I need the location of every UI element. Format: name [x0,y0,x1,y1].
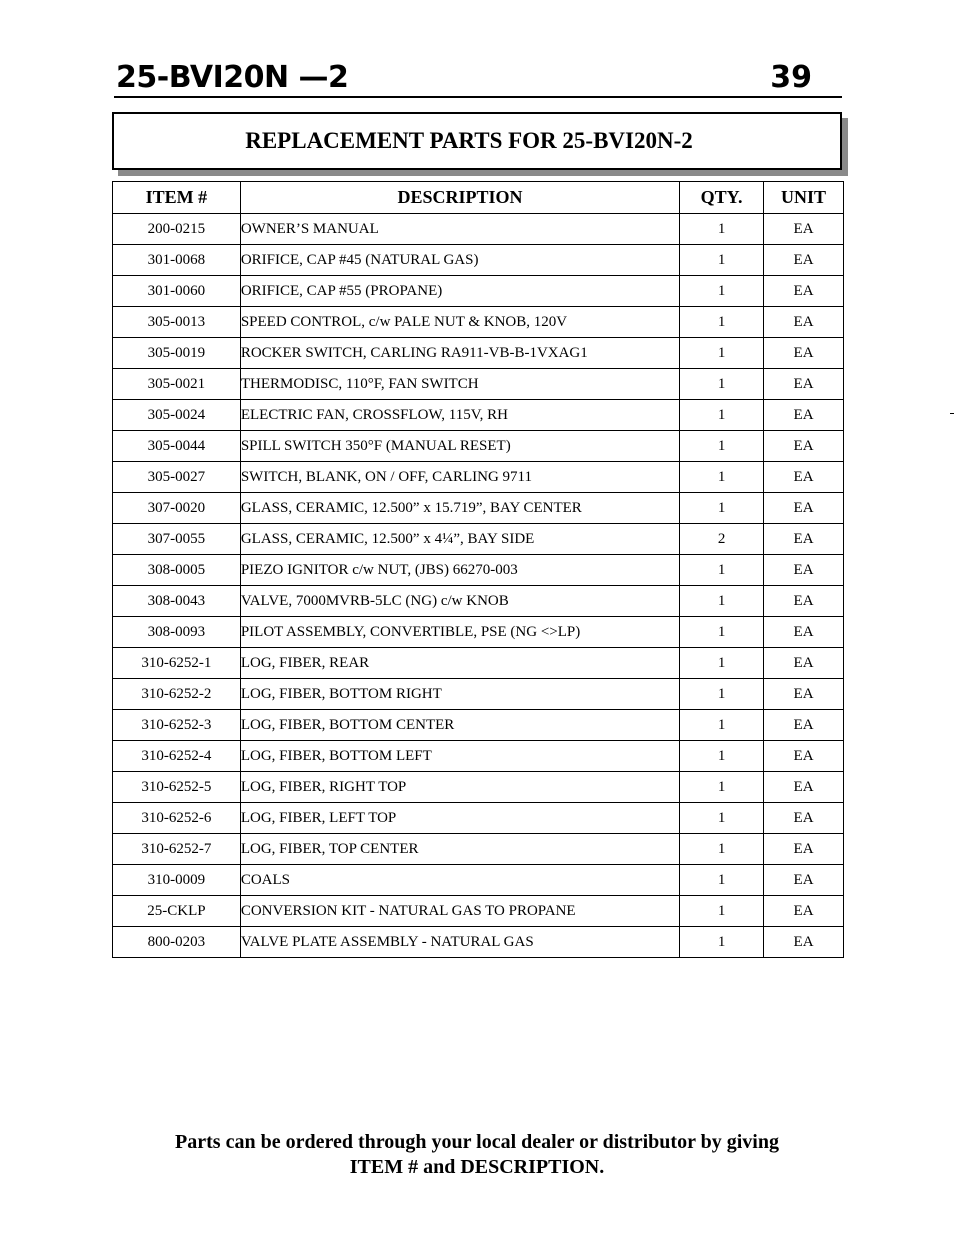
table-row [113,493,844,524]
table-row [113,586,844,617]
cell-qty: 1 [680,865,764,896]
cell-item: 305-0019 [113,338,241,369]
cell-description: LOG, FIBER, BOTTOM RIGHT [240,679,679,710]
cell-qty: 1 [680,896,764,927]
margin-mark [950,413,954,414]
cell-unit: EA [764,617,844,648]
table-row [113,462,844,493]
cell-description: VALVE, 7000MVRB-5LC (NG) c/w KNOB [240,586,679,617]
cell-qty: 1 [680,927,764,958]
cell-qty: 1 [680,307,764,338]
cell-item: 800-0203 [113,927,241,958]
cell-unit: EA [764,214,844,245]
cell-unit: EA [764,431,844,462]
cell-description: LOG, FIBER, LEFT TOP [240,803,679,834]
table-row [113,927,844,958]
table-row [113,400,844,431]
cell-qty: 1 [680,834,764,865]
cell-unit: EA [764,710,844,741]
table-row [113,338,844,369]
cell-qty: 1 [680,617,764,648]
cell-item: 307-0055 [113,524,241,555]
cell-item: 200-0215 [113,214,241,245]
cell-unit: EA [764,524,844,555]
cell-unit: EA [764,555,844,586]
cell-unit: EA [764,648,844,679]
cell-description: THERMODISC, 110°F, FAN SWITCH [240,369,679,400]
cell-unit: EA [764,896,844,927]
table-row [113,710,844,741]
table-header-row [113,182,844,214]
cell-item: 308-0005 [113,555,241,586]
cell-item: 305-0024 [113,400,241,431]
cell-item: 310-6252-6 [113,803,241,834]
column-header-item: ITEM # [113,182,241,214]
cell-item: 305-0044 [113,431,241,462]
cell-qty: 1 [680,555,764,586]
cell-unit: EA [764,400,844,431]
cell-description: GLASS, CERAMIC, 12.500” x 4¼”, BAY SIDE [240,524,679,555]
cell-item: 25-CKLP [113,896,241,927]
title-box [112,112,842,170]
cell-item: 310-0009 [113,865,241,896]
cell-qty: 1 [680,369,764,400]
ordering-note-line-2: ITEM # and DESCRIPTION. [349,1156,605,1178]
cell-description: ORIFICE, CAP #55 (PROPANE) [240,276,679,307]
cell-qty: 1 [680,245,764,276]
cell-qty: 1 [680,214,764,245]
table-row [113,369,844,400]
cell-qty: 1 [680,710,764,741]
cell-description: ORIFICE, CAP #45 (NATURAL GAS) [240,245,679,276]
table-row [113,431,844,462]
cell-unit: EA [764,865,844,896]
cell-qty: 1 [680,431,764,462]
cell-item: 308-0043 [113,586,241,617]
cell-unit: EA [764,493,844,524]
cell-qty: 1 [680,679,764,710]
cell-item: 307-0020 [113,493,241,524]
cell-description: LOG, FIBER, REAR [240,648,679,679]
cell-item: 310-6252-5 [113,772,241,803]
table-row [113,617,844,648]
page-number: 39 [770,60,812,95]
cell-qty: 1 [680,276,764,307]
table-row [113,741,844,772]
parts-table [112,181,844,958]
cell-item: 305-0027 [113,462,241,493]
cell-qty: 1 [680,741,764,772]
cell-qty: 1 [680,648,764,679]
ordering-note-line-1: Parts can be ordered through your local dealer or distributor by giving [175,1131,779,1153]
table-row [113,307,844,338]
cell-description: SPILL SWITCH 350°F (MANUAL RESET) [240,431,679,462]
table-row [113,772,844,803]
cell-item: 310-6252-2 [113,679,241,710]
cell-qty: 1 [680,338,764,369]
cell-qty: 1 [680,803,764,834]
cell-item: 308-0093 [113,617,241,648]
cell-description: VALVE PLATE ASSEMBLY - NATURAL GAS [240,927,679,958]
page-title: REPLACEMENT PARTS FOR 25-BVI20N-2 [245,128,693,153]
cell-description: LOG, FIBER, RIGHT TOP [240,772,679,803]
column-header-description: DESCRIPTION [240,182,679,214]
cell-item: 310-6252-1 [113,648,241,679]
cell-description: PIEZO IGNITOR c/w NUT, (JBS) 66270-003 [240,555,679,586]
cell-unit: EA [764,834,844,865]
cell-item: 301-0060 [113,276,241,307]
cell-description: GLASS, CERAMIC, 12.500” x 15.719”, BAY CENTER [240,493,679,524]
cell-unit: EA [764,927,844,958]
table-row [113,276,844,307]
parts-table-body [113,214,844,958]
table-row [113,214,844,245]
cell-unit: EA [764,307,844,338]
table-row [113,648,844,679]
cell-unit: EA [764,338,844,369]
model-heading: 25-BVI20N —2 [116,60,349,95]
page-header [114,58,842,98]
cell-description: PILOT ASSEMBLY, CONVERTIBLE, PSE (NG <>LP) [240,617,679,648]
cell-item: 310-6252-3 [113,710,241,741]
cell-unit: EA [764,462,844,493]
cell-unit: EA [764,772,844,803]
cell-qty: 1 [680,586,764,617]
cell-item: 310-6252-7 [113,834,241,865]
column-header-qty: QTY. [680,182,764,214]
cell-unit: EA [764,276,844,307]
table-row [113,524,844,555]
cell-qty: 1 [680,400,764,431]
cell-qty: 1 [680,772,764,803]
cell-description: SWITCH, BLANK, ON / OFF, CARLING 9711 [240,462,679,493]
table-row [113,834,844,865]
cell-description: CONVERSION KIT - NATURAL GAS TO PROPANE [240,896,679,927]
cell-unit: EA [764,586,844,617]
table-row [113,245,844,276]
cell-qty: 1 [680,462,764,493]
cell-description: LOG, FIBER, TOP CENTER [240,834,679,865]
cell-unit: EA [764,369,844,400]
cell-description: SPEED CONTROL, c/w PALE NUT & KNOB, 120V [240,307,679,338]
cell-unit: EA [764,245,844,276]
cell-description: LOG, FIBER, BOTTOM CENTER [240,710,679,741]
table-row [113,896,844,927]
cell-description: ROCKER SWITCH, CARLING RA911-VB-B-1VXAG1 [240,338,679,369]
table-row [113,555,844,586]
cell-description: LOG, FIBER, BOTTOM LEFT [240,741,679,772]
column-header-unit: UNIT [764,182,844,214]
cell-item: 305-0013 [113,307,241,338]
table-row [113,679,844,710]
table-row [113,865,844,896]
cell-item: 305-0021 [113,369,241,400]
cell-item: 301-0068 [113,245,241,276]
ordering-note [100,1130,854,1180]
cell-description: ELECTRIC FAN, CROSSFLOW, 115V, RH [240,400,679,431]
cell-unit: EA [764,803,844,834]
cell-unit: EA [764,679,844,710]
cell-qty: 2 [680,524,764,555]
cell-item: 310-6252-4 [113,741,241,772]
cell-unit: EA [764,741,844,772]
cell-qty: 1 [680,493,764,524]
table-row [113,803,844,834]
cell-description: OWNER’S MANUAL [240,214,679,245]
cell-description: COALS [240,865,679,896]
